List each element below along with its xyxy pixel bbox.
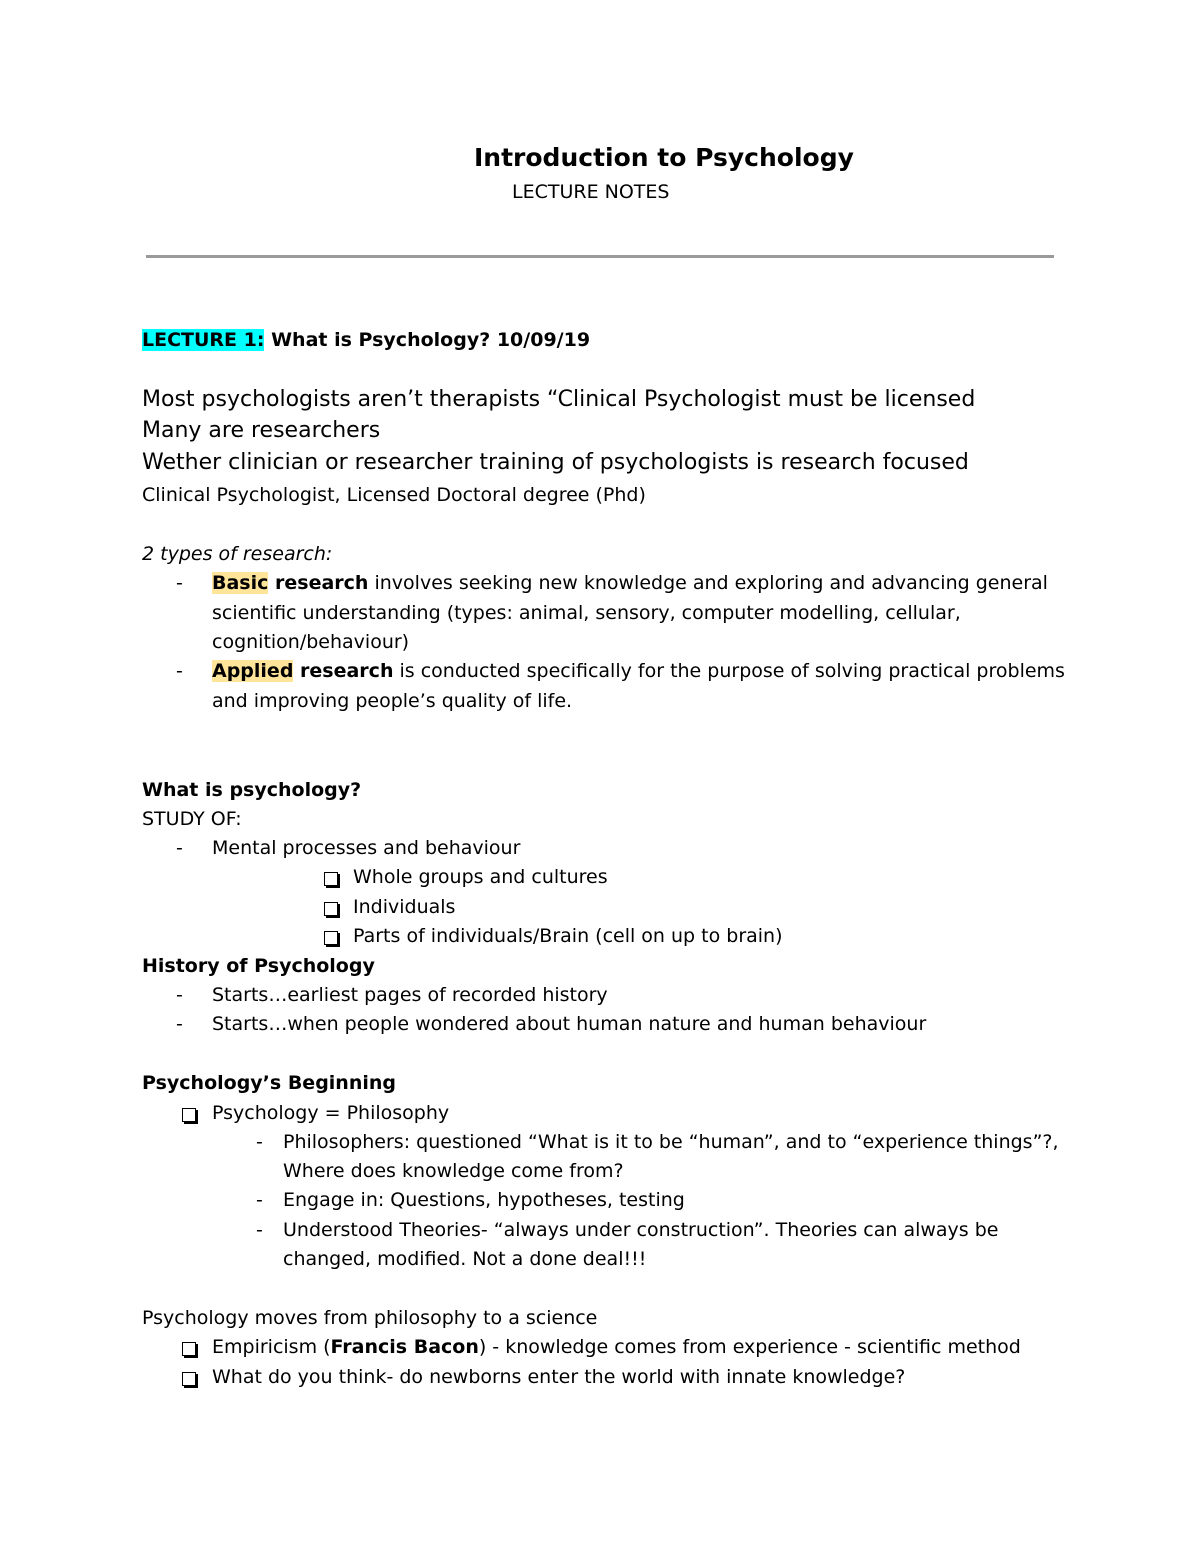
sub-item-individuals: Individuals — [353, 896, 456, 918]
checkbox-bullet-icon — [324, 902, 338, 916]
applied-research-line-2: and improving people’s quality of life. — [212, 690, 573, 712]
intro-line-2: Many are researchers — [142, 418, 381, 443]
history-item-1: Starts…earliest pages of recorded history — [212, 984, 608, 1006]
theories-line-1: Understood Theories- “always under construction”. Theories can always be — [283, 1219, 999, 1241]
clinical-line: Clinical Psychologist, Licensed Doctoral degree (Phd) — [142, 484, 646, 506]
philosophers-line-1: Philosophers: questioned “What is it to be “human”, and to “experience things”?, — [283, 1131, 1059, 1153]
study-item: Mental processes and behaviour — [212, 837, 521, 859]
newborns-line: What do you think- do newborns enter the world with innate knowledge? — [212, 1366, 906, 1388]
bullet-dash: - — [256, 1131, 263, 1153]
bullet-dash: - — [256, 1189, 263, 1211]
horizontal-rule — [146, 255, 1054, 258]
theories-line-2: changed, modified. Not a done deal!!! — [283, 1248, 647, 1270]
empiricism-text: Empiricism ( — [212, 1336, 331, 1358]
engage-line: Engage in: Questions, hypotheses, testing — [283, 1189, 685, 1211]
checkbox-bullet-icon — [182, 1108, 196, 1122]
bullet-dash: - — [176, 572, 183, 594]
bullet-dash: - — [176, 837, 183, 859]
what-is-heading: What is psychology? — [142, 779, 362, 801]
study-of-label: STUDY OF: — [142, 808, 242, 830]
francis-bacon: Francis Bacon — [330, 1336, 479, 1358]
science-heading: Psychology moves from philosophy to a science — [142, 1307, 598, 1329]
lecture-heading — [142, 329, 590, 351]
applied-keyword: Applied — [212, 660, 294, 682]
applied-research-line-1 — [212, 660, 1065, 682]
applied-research-bold: research — [293, 660, 394, 682]
applied-research-text: is conducted specifically for the purpose of solving practical problems — [393, 660, 1065, 682]
checkbox-bullet-icon — [182, 1372, 196, 1386]
basic-research-text: involves seeking new knowledge and exploring and advancing general — [368, 572, 1048, 594]
basic-research-line-3: cognition/behaviour) — [212, 631, 410, 653]
empiricism-rest: ) - knowledge comes from experience - scientific method — [478, 1336, 1021, 1358]
lecture-label: LECTURE 1: — [142, 329, 265, 351]
basic-research-line-2: scientific understanding (types: animal, sensory, computer modelling, cellular, — [212, 602, 961, 624]
intro-line-3: Wether clinician or researcher training of psychologists is research focused — [142, 450, 969, 475]
research-intro: 2 types of research: — [142, 543, 333, 565]
checkbox-bullet-icon — [182, 1342, 196, 1356]
basic-research-bold: research — [268, 572, 369, 594]
document-title: Introduction to Psychology — [474, 143, 854, 172]
history-item-2: Starts…when people wondered about human nature and human behaviour — [212, 1013, 927, 1035]
philosophers-line-2: Where does knowledge come from? — [283, 1160, 624, 1182]
sub-item-groups: Whole groups and cultures — [353, 866, 608, 888]
empiricism-line — [212, 1336, 1021, 1358]
checkbox-bullet-icon — [324, 931, 338, 945]
beginning-item: Psychology = Philosophy — [212, 1102, 450, 1124]
basic-research-line-1 — [212, 572, 1048, 594]
lecture-title: What is Psychology? 10/09/19 — [264, 329, 591, 351]
bullet-dash: - — [176, 1013, 183, 1035]
sub-item-brain: Parts of individuals/Brain (cell on up to brain) — [353, 925, 783, 947]
basic-keyword: Basic — [212, 572, 269, 594]
bullet-dash: - — [176, 984, 183, 1006]
bullet-dash: - — [256, 1219, 263, 1241]
intro-line-1: Most psychologists aren’t therapists “Clinical Psychologist must be licensed — [142, 387, 976, 412]
history-heading: History of Psychology — [142, 955, 375, 977]
document-subtitle: LECTURE NOTES — [512, 181, 670, 203]
bullet-dash: - — [176, 660, 183, 682]
checkbox-bullet-icon — [324, 872, 338, 886]
beginning-heading: Psychology’s Beginning — [142, 1072, 396, 1094]
